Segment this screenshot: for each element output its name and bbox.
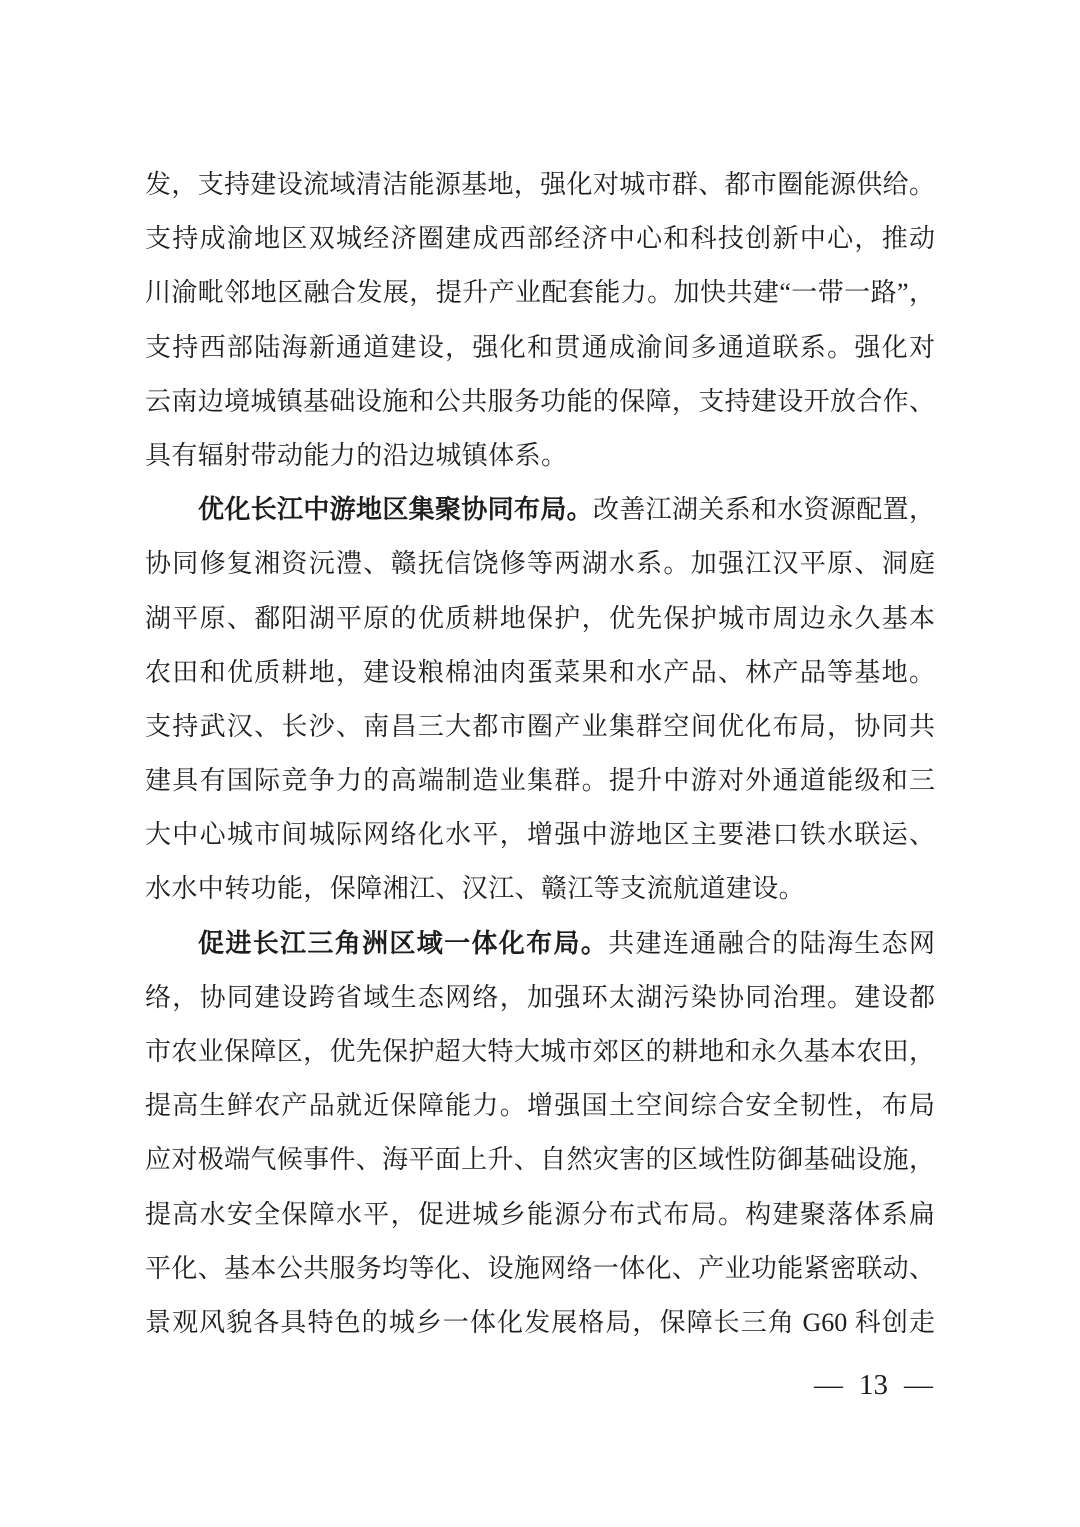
text-line-paragraph-end	[145, 862, 935, 916]
text-line	[145, 592, 935, 646]
text-line	[145, 375, 935, 429]
page-number: 13	[859, 1369, 888, 1401]
line-text: 建具有国际竞争力的高端制造业集群。提升中游对外通道能级和三	[145, 766, 935, 796]
body-text	[145, 158, 935, 1350]
line-text: 共建连通融合的陆海生态网	[608, 928, 935, 958]
text-line	[145, 1188, 935, 1242]
page-footer	[814, 1362, 933, 1408]
text-line-paragraph-start	[145, 483, 935, 537]
text-line-paragraph-end	[145, 429, 935, 483]
line-text: 提高生鲜农产品就近保障能力。增强国土空间综合安全韧性，布局	[145, 1091, 935, 1121]
line-text: 具有辐射带动能力的沿边城镇体系。	[145, 440, 568, 470]
line-text: 川渝毗邻地区融合发展，提升产业配套能力。加快共建“一带一路”，	[145, 278, 935, 308]
text-line-paragraph-start	[145, 917, 935, 971]
line-text: 景观风貌各具特色的城乡一体化发展格局，保障长三角 G60 科创走	[145, 1307, 935, 1337]
text-line	[145, 808, 935, 862]
line-text: 支持成渝地区双城经济圈建成西部经济中心和科技创新中心，推动	[145, 224, 935, 254]
footer-dash-left: —	[814, 1369, 843, 1401]
line-text: 湖平原、鄱阳湖平原的优质耕地保护，优先保护城市周边永久基本	[145, 603, 935, 633]
paragraph-lead-bold: 优化长江中游地区集聚协同布局。	[198, 495, 593, 525]
text-line	[145, 1296, 935, 1350]
line-text: 支持西部陆海新通道建设，强化和贯通成渝间多通道联系。强化对	[145, 332, 935, 362]
text-line	[145, 158, 935, 212]
line-text: 水水中转功能，保障湘江、汉江、赣江等支流航道建设。	[145, 874, 806, 904]
text-line	[145, 321, 935, 375]
line-text: 平化、基本公共服务均等化、设施网络一体化、产业功能紧密联动、	[145, 1253, 935, 1283]
footer-dash-right: —	[904, 1369, 933, 1401]
text-line	[145, 1025, 935, 1079]
text-line	[145, 1079, 935, 1133]
line-text: 云南边境城镇基础设施和公共服务功能的保障，支持建设开放合作、	[145, 386, 935, 416]
text-line	[145, 1133, 935, 1187]
line-text: 络，协同建设跨省域生态网络，加强环太湖污染协同治理。建设都	[145, 982, 935, 1012]
line-text: 协同修复湘资沅澧、赣抚信饶修等两湖水系。加强江汉平原、洞庭	[145, 549, 935, 579]
text-line	[145, 212, 935, 266]
line-text: 市农业保障区，优先保护超大特大城市郊区的耕地和永久基本农田，	[145, 1037, 935, 1066]
text-line	[145, 1242, 935, 1296]
text-line	[145, 971, 935, 1025]
line-text: 支持武汉、长沙、南昌三大都市圈产业集群空间优化布局，协同共	[145, 711, 935, 741]
line-text: 应对极端气候事件、海平面上升、自然灾害的区域性防御基础设施，	[145, 1145, 935, 1175]
line-text: 发，支持建设流域清洁能源基地，强化对城市群、都市圈能源供给。	[145, 170, 935, 199]
line-text: 农田和优质耕地，建设粮棉油肉蛋菜果和水产品、林产品等基地。	[145, 657, 935, 687]
text-line	[145, 754, 935, 808]
line-text: 大中心城市间城际网络化水平，增强中游地区主要港口铁水联运、	[145, 820, 935, 850]
text-line	[145, 646, 935, 700]
line-text: 改善江湖关系和水资源配置，	[592, 495, 935, 525]
text-line	[145, 700, 935, 754]
text-line	[145, 266, 935, 320]
text-line	[145, 537, 935, 591]
paragraph-lead-bold: 促进长江三角洲区域一体化布局。	[198, 928, 609, 958]
line-text: 提高水安全保障水平，促进城乡能源分布式布局。构建聚落体系扁	[145, 1199, 935, 1229]
